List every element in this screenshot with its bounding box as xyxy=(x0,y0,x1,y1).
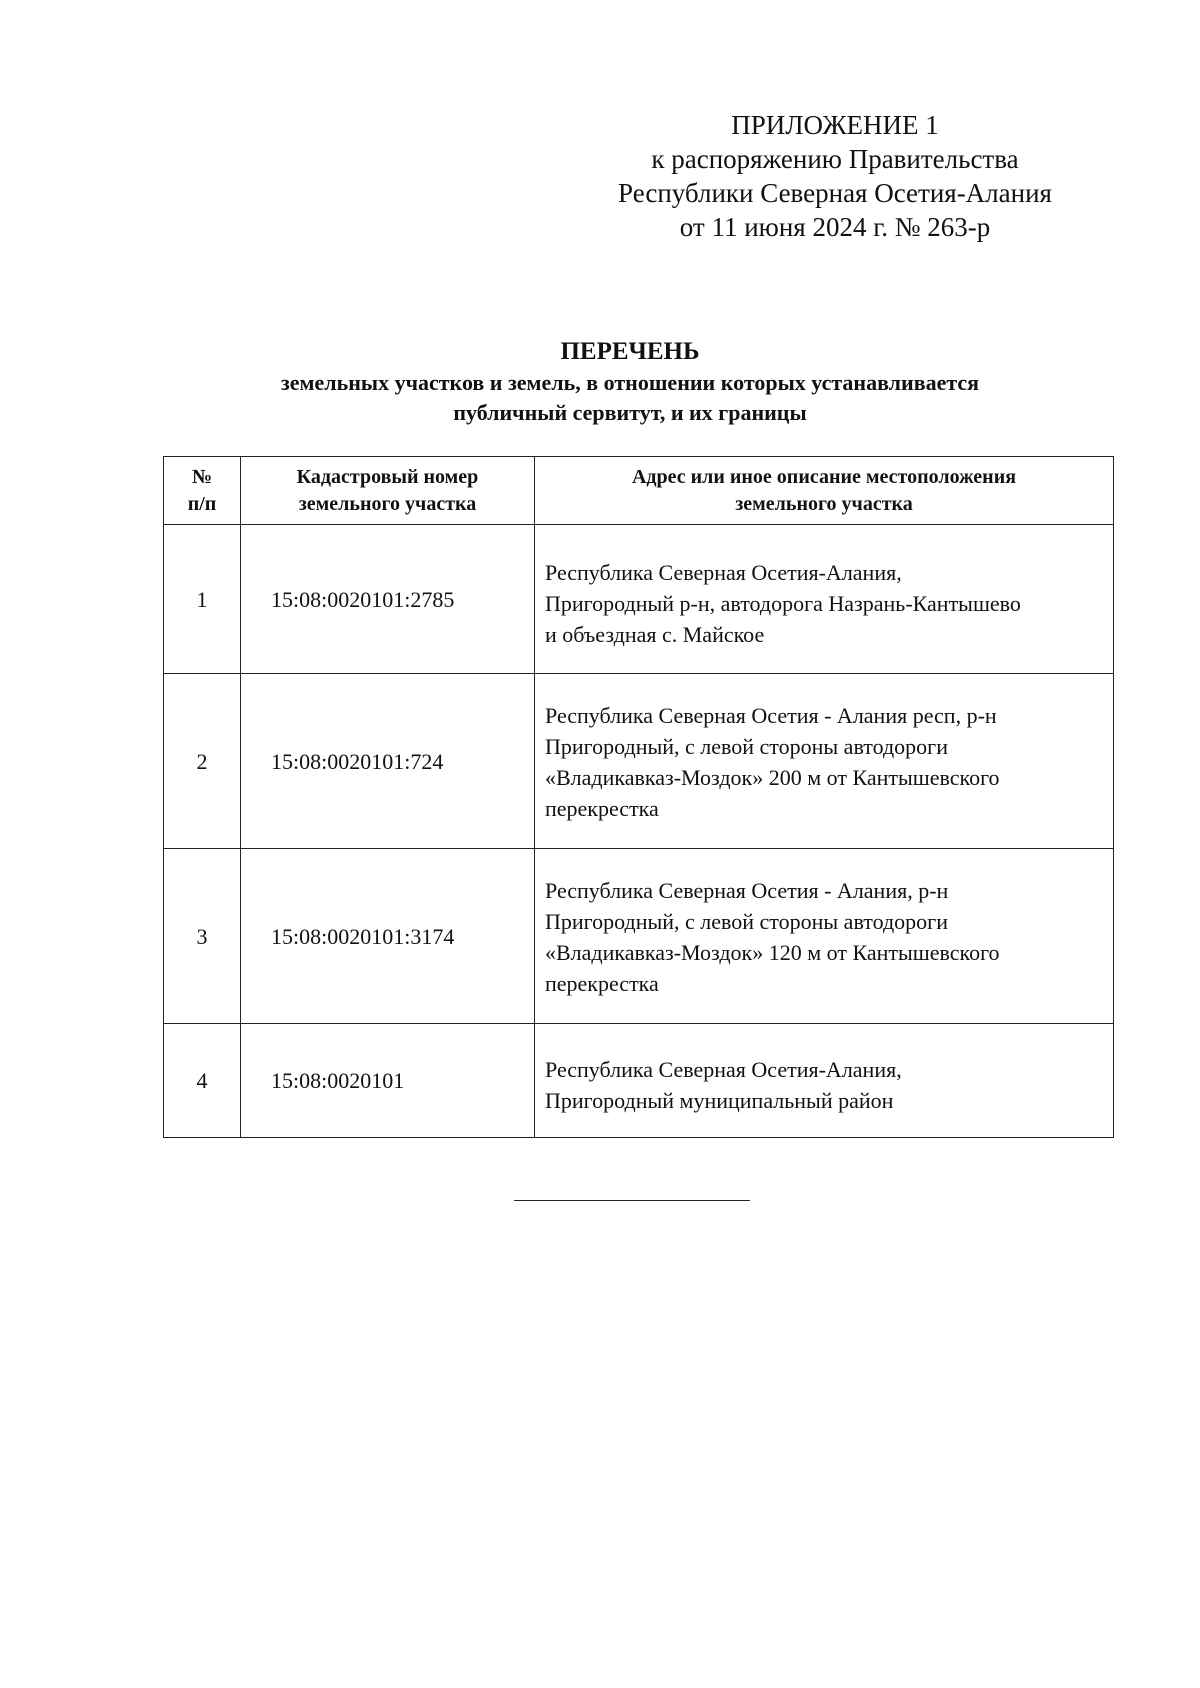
row-address-line: Республика Северная Осетия-Алания, xyxy=(545,1056,902,1082)
row-address-line: «Владикавказ-Моздок» 200 м от Кантышевского xyxy=(545,765,1000,790)
row-address xyxy=(535,674,1114,849)
row-address-line: и объездная с. Майское xyxy=(545,621,765,647)
header-cadastral-line1: Кадастровый номер xyxy=(296,465,479,488)
header-address xyxy=(535,457,1114,525)
row-number: 1 xyxy=(164,525,241,674)
table-row xyxy=(164,525,1114,674)
table-row xyxy=(164,674,1114,849)
row-address-line: Пригородный муниципальный район xyxy=(545,1087,894,1113)
row-cadastral-number: 15:08:0020101:3174 xyxy=(241,849,535,1024)
header-address-line1: Адрес или иное описание местоположения xyxy=(631,465,1017,488)
row-number: 2 xyxy=(164,674,241,849)
table-header-row xyxy=(164,457,1114,525)
land-plots-table xyxy=(163,456,1114,1138)
row-address-line: Республика Северная Осетия - Алания, р-н xyxy=(545,878,949,903)
row-cadastral-number: 15:08:0020101:724 xyxy=(241,674,535,849)
appendix-title: ПРИЛОЖЕНИЕ 1 xyxy=(731,110,939,140)
appendix-issuer: Республики Северная Осетия-Алания xyxy=(618,178,1052,208)
row-cadastral-number: 15:08:0020101:2785 xyxy=(241,525,535,674)
header-cadastral-line2: земельного участка xyxy=(298,492,477,515)
document-title xyxy=(150,336,1110,428)
appendix-header xyxy=(600,108,1070,244)
row-address-line: перекрестка xyxy=(545,796,659,821)
header-number-line1: № xyxy=(191,465,213,488)
appendix-date-number: от 11 июня 2024 г. № 263-р xyxy=(679,212,991,242)
appendix-reference: к распоряжению Правительства xyxy=(651,144,1019,174)
title-subtitle-line1: земельных участков и земель, в отношении которых устанавливается xyxy=(280,370,980,395)
header-address-line2: земельного участка xyxy=(735,492,913,515)
row-number: 4 xyxy=(164,1024,241,1138)
row-address-line: Пригородный, с левой стороны автодороги xyxy=(545,909,948,934)
title-subtitle-line2: публичный сервитут, и их границы xyxy=(453,400,807,425)
row-address-line: Пригородный, с левой стороны автодороги xyxy=(545,734,948,759)
row-cadastral-number: 15:08:0020101 xyxy=(241,1024,535,1138)
row-address-line: Пригородный р-н, автодорога Назрань-Кантышево xyxy=(545,590,1021,616)
end-divider-line xyxy=(514,1200,750,1201)
row-address-line: Республика Северная Осетия - Алания респ, р-н xyxy=(545,703,997,728)
table-row xyxy=(164,1024,1114,1138)
row-address xyxy=(535,525,1114,674)
row-address xyxy=(535,1024,1114,1138)
row-address-line: Республика Северная Осетия-Алания, xyxy=(545,559,902,585)
row-number: 3 xyxy=(164,849,241,1024)
title-main: ПЕРЕЧЕНЬ xyxy=(560,338,700,365)
row-address xyxy=(535,849,1114,1024)
table-row xyxy=(164,849,1114,1024)
row-address-line: перекрестка xyxy=(545,971,659,996)
header-number-line2: п/п xyxy=(187,492,217,515)
header-cadastral xyxy=(241,457,535,525)
header-number xyxy=(164,457,241,525)
row-address-line: «Владикавказ-Моздок» 120 м от Кантышевского xyxy=(545,940,1000,965)
